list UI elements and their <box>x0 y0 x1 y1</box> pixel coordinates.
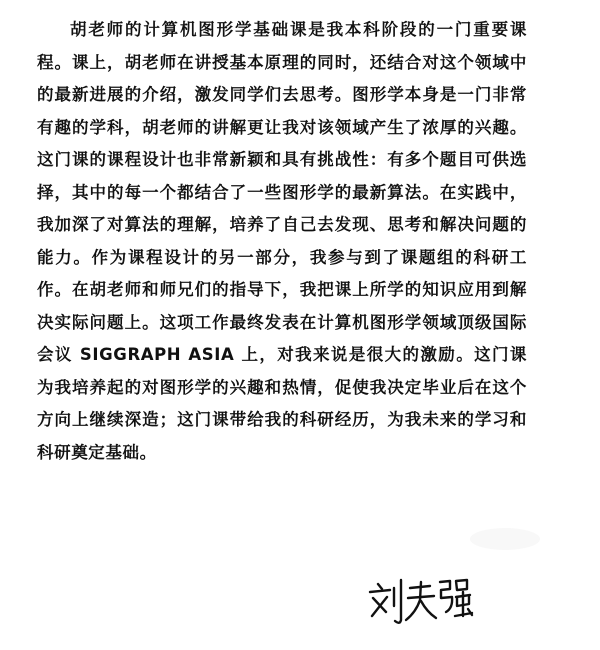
signature-name <box>364 630 365 631</box>
handwritten-signature <box>364 570 474 630</box>
signature-drawing <box>364 570 474 630</box>
testimonial-paragraph: 胡老师的计算机图形学基础课是我本科阶段的一门重要课程。课上，胡老师在讲授基本原理的同时，还结合对这个领域中的最新进展的介绍，激发同学们去思考。图形学本身是一门非常有趣的学科，胡老师的讲解更让我对该领域产生了浓厚的兴趣。这门课的课程设计也非常新颖和具有挑战性：有多个题目可供选择，其中的每一个都结合了一些图形学的最新算法。在实践中，我加深了对算法的理解，培养了自己去发现、思考和解决问题的能力。作为课程设计的另一部分，我参与到了课题组的科研工作。在胡老师和师兄们的指导下，我把课上所学的知识应用到解决实际问题上。这项工作最终发表在计算机图形学领域顶级国际会议 SIGGRAPH ASIA 上，对我来说是很大的激励。这门课为我培养起的对图形学的兴趣和热情，促使我决定毕业后在这个方向上继续深造；这门课带给我的科研经历，为我未来的学习和科研奠定基础。 <box>37 20 527 462</box>
paper-smudge <box>470 528 540 550</box>
